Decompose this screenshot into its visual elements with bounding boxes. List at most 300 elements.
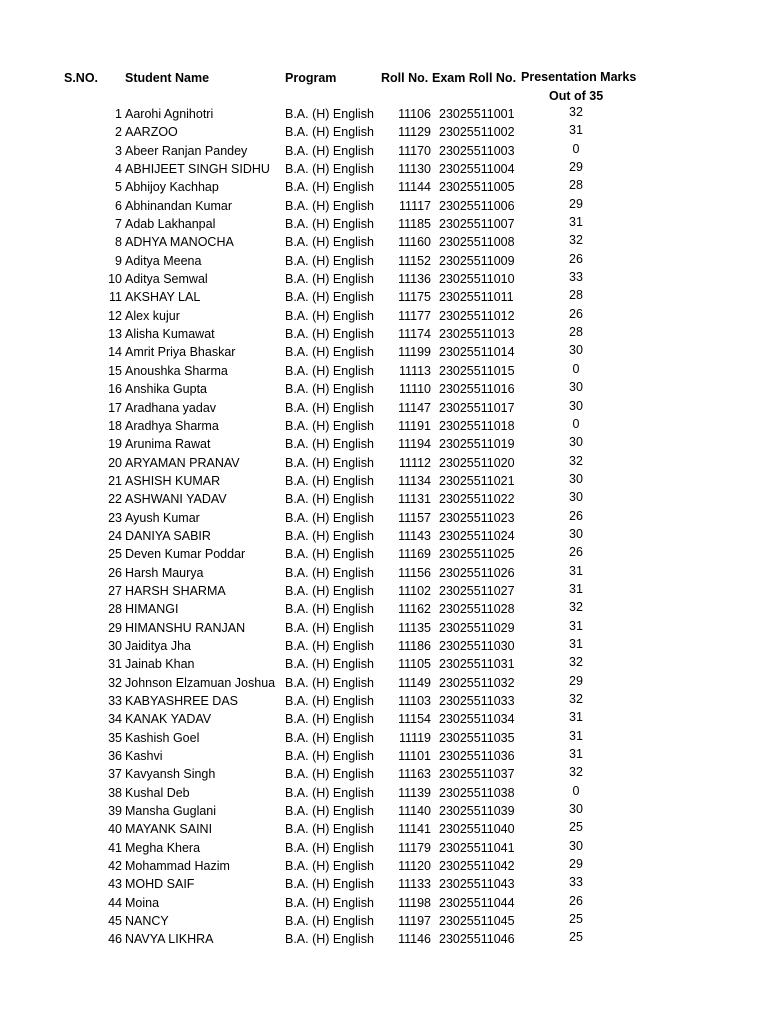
row-program: B.A. (H) English	[285, 694, 374, 708]
table-row	[0, 545, 768, 563]
row-sno: 44	[108, 895, 122, 910]
row-sno: 42	[108, 859, 122, 874]
row-presentation-marks: 32	[569, 600, 583, 615]
row-sno: 45	[108, 914, 122, 929]
row-exam-roll-no: 23025511010	[439, 272, 515, 287]
row-program: B.A. (H) English	[285, 914, 374, 929]
row-exam-roll-no: 23025511021	[439, 473, 515, 488]
row-program: B.A. (H) English	[285, 510, 374, 525]
row-presentation-marks: 31	[569, 215, 583, 230]
row-program: B.A. (H) English	[285, 675, 374, 690]
row-presentation-marks: 31	[569, 710, 583, 725]
table-row	[0, 215, 768, 233]
row-sno: 32	[108, 675, 122, 690]
row-presentation-marks: 31	[569, 581, 583, 596]
table-row	[0, 178, 768, 196]
row-presentation-marks: 30	[569, 802, 583, 817]
row-exam-roll-no: 23025511032	[439, 675, 515, 690]
row-sno: 10	[108, 272, 122, 287]
row-presentation-marks: 0	[572, 416, 580, 431]
row-roll-no: 11130	[398, 162, 431, 177]
row-program: B.A. (H) English	[285, 217, 374, 232]
row-roll-no: 11140	[398, 804, 431, 819]
table-row	[0, 820, 768, 838]
row-presentation-marks: 31	[569, 563, 583, 578]
row-sno: 4	[115, 162, 122, 177]
row-exam-roll-no: 23025511005	[439, 180, 515, 195]
row-presentation-marks: 31	[569, 747, 583, 762]
header-roll-no: Roll No.	[381, 71, 429, 85]
row-exam-roll-no: 23025511002	[439, 125, 515, 140]
row-sno: 29	[108, 620, 122, 635]
table-row	[0, 802, 768, 820]
table-row	[0, 582, 768, 600]
row-exam-roll-no: 23025511026	[439, 565, 515, 580]
table-row	[0, 619, 768, 637]
row-sno: 19	[108, 437, 122, 452]
row-roll-no: 11141	[398, 822, 431, 837]
table-row	[0, 765, 768, 783]
row-sno: 3	[115, 143, 122, 158]
row-sno: 13	[108, 327, 122, 342]
row-program: B.A. (H) English	[285, 859, 374, 874]
row-exam-roll-no: 23025511008	[439, 235, 515, 250]
row-student-name: MOHD SAIF	[125, 877, 195, 892]
row-program: B.A. (H) English	[285, 712, 374, 727]
row-exam-roll-no: 23025511024	[439, 528, 515, 543]
row-roll-no: 11146	[398, 932, 431, 947]
table-row	[0, 655, 768, 673]
row-roll-no: 11143	[398, 528, 431, 543]
row-exam-roll-no: 23025511037	[439, 767, 515, 782]
header-sno: S.NO.	[64, 71, 99, 85]
row-program: B.A. (H) English	[285, 638, 374, 653]
row-student-name: Johnson Elzamuan Joshua	[125, 675, 276, 690]
row-presentation-marks: 25	[569, 930, 583, 945]
row-roll-no: 11185	[398, 217, 431, 232]
row-student-name: Aarohi Agnihotri	[125, 107, 214, 121]
table-row	[0, 252, 768, 270]
table-row	[0, 399, 768, 417]
table-row	[0, 160, 768, 178]
row-presentation-marks: 33	[569, 270, 583, 285]
row-sno: 28	[108, 602, 122, 617]
row-student-name: Deven Kumar Poddar	[125, 547, 246, 562]
row-presentation-marks: 25	[569, 820, 583, 835]
row-roll-no: 11133	[398, 877, 431, 892]
row-exam-roll-no: 23025511003	[439, 143, 515, 158]
row-presentation-marks: 26	[569, 251, 583, 266]
row-exam-roll-no: 23025511038	[439, 785, 515, 800]
row-student-name: Mohammad Hazim	[125, 859, 230, 874]
row-exam-roll-no: 23025511017	[439, 400, 515, 415]
row-roll-no: 11179	[398, 840, 431, 855]
row-roll-no: 11113	[399, 363, 431, 378]
row-exam-roll-no: 23025511043	[439, 877, 515, 892]
header-presentation-marks: Presentation Marks	[521, 70, 637, 84]
row-presentation-marks: 30	[569, 380, 583, 395]
row-student-name: Aradhana yadav	[125, 400, 217, 415]
row-student-name: Harsh Maurya	[125, 565, 204, 580]
row-sno: 12	[108, 308, 122, 323]
table-row	[0, 894, 768, 912]
row-student-name: ADHYA MANOCHA	[125, 235, 234, 250]
header-program: Program	[285, 71, 337, 85]
row-roll-no: 11154	[398, 712, 431, 727]
row-student-name: Ayush Kumar	[125, 510, 200, 525]
row-student-name: Aradhya Sharma	[125, 418, 219, 433]
row-exam-roll-no: 23025511029	[439, 620, 515, 635]
table-row	[0, 784, 768, 802]
row-exam-roll-no: 23025511001	[439, 107, 515, 121]
row-exam-roll-no: 23025511018	[439, 418, 515, 433]
row-presentation-marks: 32	[569, 453, 583, 468]
row-presentation-marks: 30	[569, 398, 583, 413]
row-program: B.A. (H) English	[285, 785, 374, 800]
row-student-name: Kashvi	[125, 749, 163, 764]
row-roll-no: 11101	[398, 749, 431, 764]
row-exam-roll-no: 23025511004	[439, 162, 515, 177]
table-row	[0, 325, 768, 343]
table-row	[0, 692, 768, 710]
row-roll-no: 11186	[398, 638, 431, 653]
row-sno: 33	[108, 694, 122, 708]
row-presentation-marks: 30	[569, 471, 583, 486]
row-sno: 27	[108, 583, 122, 598]
row-presentation-marks: 25	[569, 912, 583, 927]
row-student-name: Kashish Goel	[125, 730, 200, 745]
row-student-name: Kavyansh Singh	[125, 767, 216, 782]
row-presentation-marks: 30	[569, 490, 583, 505]
row-program: B.A. (H) English	[285, 565, 374, 580]
header-student-name: Student Name	[125, 71, 210, 85]
row-roll-no: 11169	[398, 547, 431, 562]
row-presentation-marks: 31	[569, 618, 583, 633]
row-presentation-marks: 32	[569, 692, 583, 706]
row-program: B.A. (H) English	[285, 895, 374, 910]
row-presentation-marks: 33	[569, 875, 583, 890]
row-roll-no: 11112	[399, 455, 431, 470]
row-student-name: ASHISH KUMAR	[125, 473, 221, 488]
row-sno: 7	[115, 217, 122, 232]
row-sno: 6	[115, 198, 122, 213]
row-roll-no: 11105	[398, 657, 431, 672]
row-exam-roll-no: 23025511045	[439, 914, 515, 929]
row-sno: 15	[108, 363, 122, 378]
row-roll-no: 11149	[398, 675, 431, 690]
row-program: B.A. (H) English	[285, 547, 374, 562]
row-presentation-marks: 30	[569, 343, 583, 358]
row-presentation-marks: 31	[569, 636, 583, 651]
table-row	[0, 747, 768, 765]
row-presentation-marks: 30	[569, 838, 583, 853]
row-student-name: Adab Lakhanpal	[125, 217, 216, 232]
row-program: B.A. (H) English	[285, 932, 374, 947]
row-presentation-marks: 0	[572, 361, 580, 376]
row-roll-no: 11106	[398, 107, 431, 121]
table-row	[0, 527, 768, 545]
row-program: B.A. (H) English	[285, 602, 374, 617]
row-student-name: NAVYA LIKHRA	[125, 932, 214, 947]
row-sno: 30	[108, 638, 122, 653]
row-roll-no: 11197	[398, 914, 431, 929]
table-row	[0, 343, 768, 361]
row-exam-roll-no: 23025511023	[439, 510, 515, 525]
row-sno: 46	[108, 932, 122, 947]
row-student-name: AARZOO	[125, 125, 178, 140]
row-exam-roll-no: 23025511030	[439, 638, 515, 653]
row-sno: 34	[108, 712, 122, 727]
row-roll-no: 11119	[399, 730, 431, 745]
row-program: B.A. (H) English	[285, 180, 374, 195]
row-exam-roll-no: 23025511040	[439, 822, 515, 837]
row-student-name: HIMANGI	[125, 602, 179, 617]
row-presentation-marks: 26	[569, 545, 583, 560]
row-presentation-marks: 26	[569, 306, 583, 321]
table-row	[0, 710, 768, 728]
row-roll-no: 11170	[398, 143, 431, 158]
row-program: B.A. (H) English	[285, 583, 374, 598]
row-student-name: Alisha Kumawat	[125, 327, 215, 342]
row-exam-roll-no: 23025511036	[439, 749, 515, 764]
row-student-name: Abhinandan Kumar	[125, 198, 233, 213]
row-roll-no: 11156	[398, 565, 431, 580]
row-program: B.A. (H) English	[285, 804, 374, 819]
row-program: B.A. (H) English	[285, 400, 374, 415]
row-roll-no: 11103	[398, 694, 431, 708]
row-presentation-marks: 0	[572, 783, 580, 798]
table-row	[0, 435, 768, 453]
row-student-name: Aditya Semwal	[125, 272, 208, 287]
row-student-name: DANIYA SABIR	[125, 528, 211, 543]
row-student-name: Jainab Khan	[125, 657, 195, 672]
table-row	[0, 857, 768, 875]
row-sno: 24	[108, 528, 122, 543]
row-program: B.A. (H) English	[285, 749, 374, 764]
row-exam-roll-no: 23025511027	[439, 583, 515, 598]
row-student-name: Aditya Meena	[125, 253, 202, 268]
row-sno: 36	[108, 749, 122, 764]
row-roll-no: 11198	[398, 895, 431, 910]
row-presentation-marks: 28	[569, 288, 583, 303]
row-presentation-marks: 29	[569, 857, 583, 872]
table-row	[0, 839, 768, 857]
row-program: B.A. (H) English	[285, 125, 374, 140]
table-row	[0, 270, 768, 288]
row-presentation-marks: 26	[569, 893, 583, 908]
table-row	[0, 380, 768, 398]
row-student-name: AKSHAY LAL	[125, 290, 201, 305]
row-exam-roll-no: 23025511009	[439, 253, 515, 268]
row-roll-no: 11199	[398, 345, 431, 360]
row-presentation-marks: 29	[569, 196, 583, 211]
row-presentation-marks: 32	[569, 765, 583, 780]
header-out-of: Out of 35	[549, 89, 604, 103]
row-exam-roll-no: 23025511033	[439, 694, 515, 708]
row-program: B.A. (H) English	[285, 492, 374, 507]
table-row	[0, 197, 768, 215]
row-sno: 43	[108, 877, 122, 892]
row-exam-roll-no: 23025511034	[439, 712, 515, 727]
row-student-name: HARSH SHARMA	[125, 583, 226, 598]
row-roll-no: 11162	[398, 602, 431, 617]
row-roll-no: 11136	[398, 272, 431, 287]
row-program: B.A. (H) English	[285, 767, 374, 782]
row-program: B.A. (H) English	[285, 455, 374, 470]
row-roll-no: 11110	[399, 382, 431, 397]
row-sno: 23	[108, 510, 122, 525]
row-student-name: Alex kujur	[125, 308, 180, 323]
row-program: B.A. (H) English	[285, 143, 374, 158]
table-row	[0, 362, 768, 380]
row-exam-roll-no: 23025511044	[439, 895, 515, 910]
row-student-name: ABHIJEET SINGH SIDHU	[125, 162, 270, 177]
row-presentation-marks: 32	[569, 655, 583, 670]
row-sno: 25	[108, 547, 122, 562]
row-roll-no: 11102	[398, 583, 431, 598]
row-presentation-marks: 32	[569, 105, 583, 119]
row-program: B.A. (H) English	[285, 198, 374, 213]
row-program: B.A. (H) English	[285, 822, 374, 837]
table-row	[0, 123, 768, 141]
row-roll-no: 11157	[398, 510, 431, 525]
row-exam-roll-no: 23025511019	[439, 437, 515, 452]
row-presentation-marks: 30	[569, 526, 583, 541]
table-row	[0, 875, 768, 893]
table-row	[0, 930, 768, 948]
row-exam-roll-no: 23025511028	[439, 602, 515, 617]
row-sno: 22	[108, 492, 122, 507]
row-roll-no: 11120	[398, 859, 431, 874]
row-roll-no: 11147	[398, 400, 431, 415]
row-sno: 41	[108, 840, 122, 855]
table-row	[0, 490, 768, 508]
row-program: B.A. (H) English	[285, 272, 374, 287]
row-program: B.A. (H) English	[285, 437, 374, 452]
row-roll-no: 11131	[398, 492, 431, 507]
row-sno: 35	[108, 730, 122, 745]
row-presentation-marks: 29	[569, 673, 583, 688]
table-row	[0, 142, 768, 160]
table-row	[0, 637, 768, 655]
row-program: B.A. (H) English	[285, 730, 374, 745]
table-row	[0, 233, 768, 251]
row-student-name: Abhijoy Kachhap	[125, 180, 219, 195]
row-exam-roll-no: 23025511035	[439, 730, 515, 745]
row-sno: 40	[108, 822, 122, 837]
row-exam-roll-no: 23025511013	[439, 327, 515, 342]
table-row	[0, 509, 768, 527]
table-row	[0, 472, 768, 490]
row-program: B.A. (H) English	[285, 840, 374, 855]
row-program: B.A. (H) English	[285, 473, 374, 488]
row-exam-roll-no: 23025511012	[439, 308, 515, 323]
row-exam-roll-no: 23025511039	[439, 804, 515, 819]
table-row	[0, 417, 768, 435]
row-program: B.A. (H) English	[285, 327, 374, 342]
row-sno: 14	[108, 345, 122, 360]
row-presentation-marks: 28	[569, 325, 583, 340]
row-student-name: ARYAMAN PRANAV	[125, 455, 240, 470]
row-student-name: Mansha Guglani	[125, 804, 217, 819]
row-program: B.A. (H) English	[285, 382, 374, 397]
table-row	[0, 105, 768, 123]
student-rows	[0, 105, 768, 949]
row-roll-no: 11135	[398, 620, 431, 635]
row-exam-roll-no: 23025511042	[439, 859, 515, 874]
row-exam-roll-no: 23025511016	[439, 382, 515, 397]
row-roll-no: 11160	[398, 235, 431, 250]
row-exam-roll-no: 23025511025	[439, 547, 515, 562]
row-student-name: Anoushka Sharma	[125, 363, 228, 378]
row-presentation-marks: 29	[569, 160, 583, 175]
table-row	[0, 729, 768, 747]
row-roll-no: 11144	[398, 180, 431, 195]
row-roll-no: 11129	[398, 125, 431, 140]
row-sno: 9	[115, 253, 122, 268]
row-program: B.A. (H) English	[285, 620, 374, 635]
row-presentation-marks: 26	[569, 508, 583, 523]
row-sno: 20	[108, 455, 122, 470]
row-presentation-marks: 30	[569, 435, 583, 450]
row-student-name: Arunima Rawat	[125, 437, 211, 452]
row-presentation-marks: 31	[569, 123, 583, 138]
row-program: B.A. (H) English	[285, 418, 374, 433]
row-student-name: KABYASHREE DAS	[125, 694, 239, 708]
row-exam-roll-no: 23025511015	[439, 363, 515, 378]
row-roll-no: 11163	[398, 767, 431, 782]
row-student-name: Megha Khera	[125, 840, 201, 855]
row-student-name: Anshika Gupta	[125, 382, 207, 397]
row-program: B.A. (H) English	[285, 528, 374, 543]
row-presentation-marks: 28	[569, 178, 583, 193]
row-presentation-marks: 31	[569, 728, 583, 743]
row-roll-no: 11134	[398, 473, 431, 488]
row-roll-no: 11191	[398, 418, 431, 433]
row-student-name: Jaiditya Jha	[125, 638, 192, 653]
row-program: B.A. (H) English	[285, 363, 374, 378]
row-sno: 5	[115, 180, 122, 195]
table-row	[0, 674, 768, 692]
row-student-name: HIMANSHU RANJAN	[125, 620, 246, 635]
row-program: B.A. (H) English	[285, 290, 374, 305]
row-program: B.A. (H) English	[285, 162, 374, 177]
row-exam-roll-no: 23025511022	[439, 492, 515, 507]
row-sno: 21	[108, 473, 122, 488]
row-student-name: Kushal Deb	[125, 785, 190, 800]
row-exam-roll-no: 23025511011	[439, 290, 514, 305]
row-student-name: MAYANK SAINI	[125, 822, 213, 837]
row-exam-roll-no: 23025511020	[439, 455, 515, 470]
row-exam-roll-no: 23025511007	[439, 217, 515, 232]
row-exam-roll-no: 23025511031	[439, 657, 515, 672]
row-sno: 39	[108, 804, 122, 819]
table-row	[0, 307, 768, 325]
table-row	[0, 564, 768, 582]
row-program: B.A. (H) English	[285, 345, 374, 360]
row-sno: 26	[108, 565, 122, 580]
row-sno: 2	[115, 125, 122, 140]
row-student-name: KANAK YADAV	[125, 712, 212, 727]
row-sno: 8	[115, 235, 122, 250]
row-presentation-marks: 0	[572, 141, 580, 156]
row-sno: 1	[115, 107, 122, 121]
row-roll-no: 11194	[398, 437, 431, 452]
row-roll-no: 11174	[398, 327, 431, 342]
table-row	[0, 454, 768, 472]
row-program: B.A. (H) English	[285, 107, 374, 121]
row-student-name: Moina	[125, 895, 160, 910]
